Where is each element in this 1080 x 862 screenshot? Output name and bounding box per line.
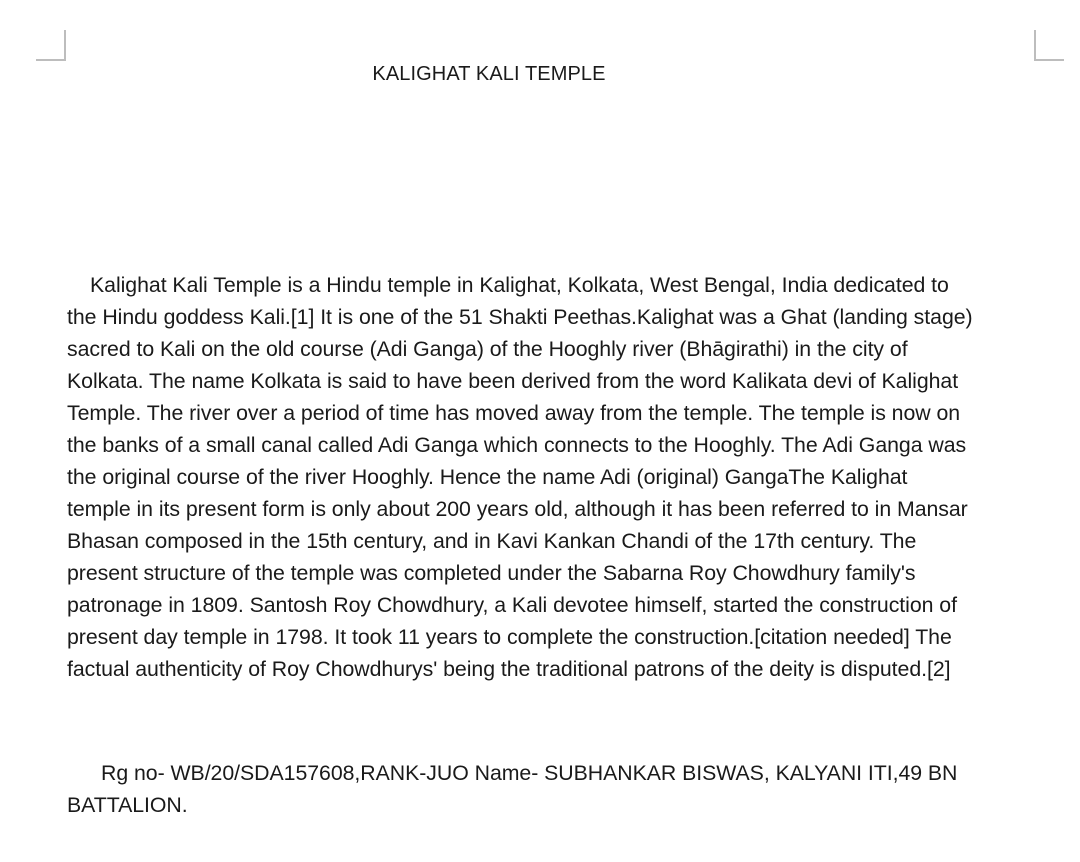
body-line: temple in its present form is only about 200 years old, although it has been referred to in Mansar [67,497,968,521]
top-right-margin-mark [1034,30,1064,61]
body-line: Temple. The river over a period of time has moved away from the temple. The temple is now on [67,401,961,425]
top-left-margin-mark [36,30,66,61]
body-line: factual authenticity of Roy Chowdhurys' being the traditional patrons of the deity is disputed.[2] [67,657,951,681]
body-line: present structure of the temple was completed under the Sabarna Roy Chowdhury family's [67,561,916,585]
signature-line: BATTALION. [67,793,188,817]
signature-line: Rg no- WB/20/SDA157608,RANK-JUO Name- SUBHANKAR BISWAS, KALYANI ITI,49 BN [101,761,958,785]
body-line: Bhasan composed in the 15th century, and in Kavi Kankan Chandi of the 17th century. The [67,529,917,553]
body-paragraph [67,269,1042,685]
body-line: Kolkata. The name Kolkata is said to have been derived from the word Kalikata devi of Kalighat [67,369,959,393]
document-title: KALIGHAT KALI TEMPLE [372,63,606,85]
body-line: the original course of the river Hooghly. Hence the name Adi (original) GangaThe Kalighat [67,465,908,489]
body-line: Kalighat Kali Temple is a Hindu temple in Kalighat, Kolkata, West Bengal, India dedicated to [90,273,949,297]
signature-block [67,757,1042,821]
body-line: patronage in 1809. Santosh Roy Chowdhury, a Kali devotee himself, started the construction of [67,593,957,617]
body-line: the banks of a small canal called Adi Ganga which connects to the Hooghly. The Adi Ganga was [67,433,967,457]
body-line: sacred to Kali on the old course (Adi Ganga) of the Hooghly river (Bhāgirathi) in the city of [67,337,908,361]
body-line: the Hindu goddess Kali.[1] It is one of the 51 Shakti Peethas.Kalighat was a Ghat (landing stage) [67,305,973,329]
body-line: present day temple in 1798. It took 11 years to complete the construction.[citation needed] The [67,625,952,649]
